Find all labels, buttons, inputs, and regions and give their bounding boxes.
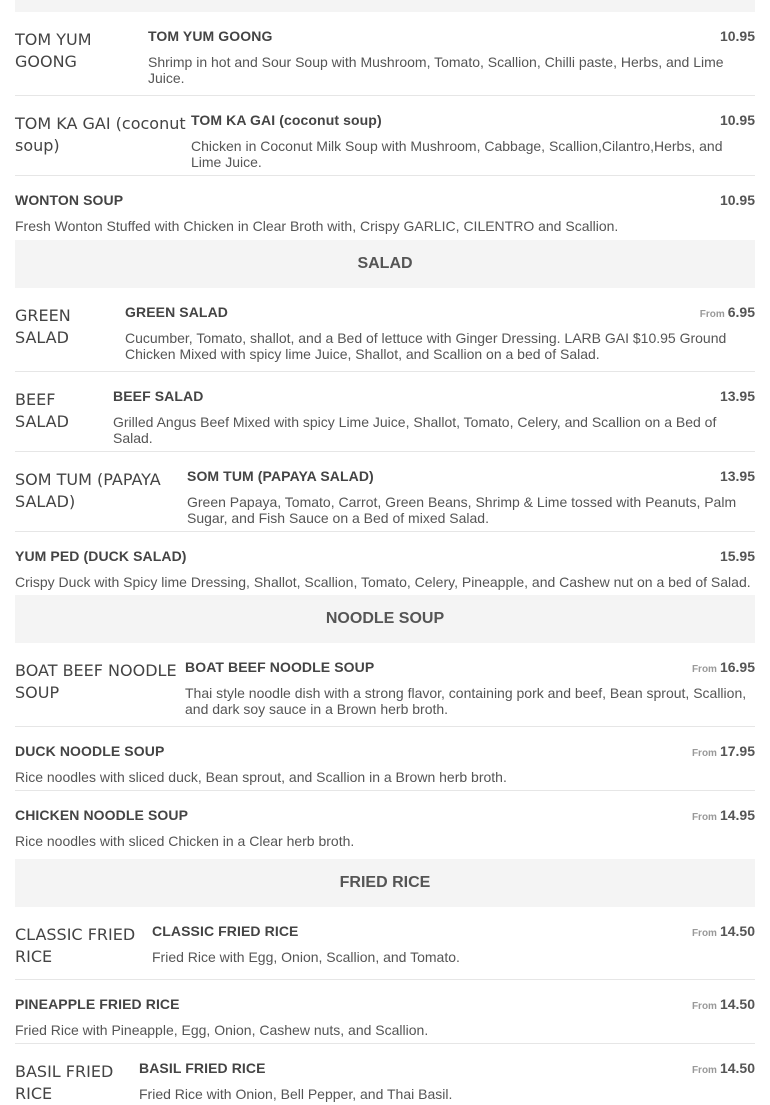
menu-list xyxy=(15,0,755,1103)
menu-item-price xyxy=(717,28,755,47)
price-from-label: From xyxy=(691,748,717,759)
menu-item-description: Green Papaya, Tomato, Carrot, Green Beans, Shrimp & Lime tossed with Peanuts, Palm Sugar, and Fish Sauce on a Bed of mixed Salad. xyxy=(187,494,737,526)
menu-item-description: Crispy Duck with Spicy lime Dressing, Shallot, Scallion, Tomato, Celery, Pineapple, and Cashew nut on a bed of Salad. xyxy=(15,574,751,590)
menu-item-description: Fried Rice with Pineapple, Egg, Onion, Cashew nuts, and Scallion. xyxy=(15,1022,429,1038)
menu-item-description: Thai style noodle dish with a strong flavor, containing pork and beef, Bean sprout, Scallion, and dark soy sauce in a Brown herb broth. xyxy=(185,685,747,717)
menu-item-name[interactable]: TOM YUM GOONG xyxy=(148,28,273,44)
price-value: 14.95 xyxy=(719,807,755,823)
price-value: 13.95 xyxy=(719,388,755,404)
menu-item[interactable] xyxy=(15,176,755,239)
section-title-noodle-soup: NOODLE SOUP xyxy=(15,595,755,643)
price-from-label: From xyxy=(699,309,725,320)
menu-item-price xyxy=(717,192,755,211)
menu-item-price xyxy=(717,388,755,407)
menu-item-name[interactable]: BASIL FRIED RICE xyxy=(139,1060,266,1076)
menu-item-price xyxy=(692,807,755,826)
menu-item-price xyxy=(717,112,755,131)
menu-item-name[interactable]: DUCK NOODLE SOUP xyxy=(15,743,165,759)
section-header-bar xyxy=(15,0,755,12)
menu-item-description: Cucumber, Tomato, shallot, and a Bed of lettuce with Ginger Dressing. LARB GAI $10.95 Ground Chicken Mixed with spicy lime Juice, Shallot, and Scallion on a bed of Salad. xyxy=(125,330,727,362)
menu-item[interactable] xyxy=(15,980,755,1044)
price-value: 6.95 xyxy=(727,304,755,320)
menu-item-image[interactable]: BOAT BEEF NOODLE SOUP xyxy=(15,661,177,702)
menu-item-description: Shrimp in hot and Sour Soup with Mushroom, Tomato, Scallion, Chilli paste, Herbs, and Lime Juice. xyxy=(148,54,724,86)
menu-item-price xyxy=(692,996,755,1015)
menu-item-image[interactable]: SOM TUM (PAPAYA SALAD) xyxy=(15,470,161,511)
menu-item-name[interactable]: WONTON SOUP xyxy=(15,192,124,208)
price-value: 14.50 xyxy=(719,923,755,939)
menu-item-price xyxy=(717,468,755,487)
price-value: 16.95 xyxy=(719,659,755,675)
menu-item-name[interactable]: CLASSIC FRIED RICE xyxy=(152,923,299,939)
menu-item-image[interactable]: BEEF SALAD xyxy=(15,390,69,431)
menu-item[interactable] xyxy=(15,12,755,96)
price-value: 17.95 xyxy=(719,743,755,759)
menu-item-name[interactable]: CHICKEN NOODLE SOUP xyxy=(15,807,189,823)
price-from-label: From xyxy=(691,812,717,823)
menu-item[interactable] xyxy=(15,727,755,791)
menu-item-image[interactable]: BASIL FRIED RICE xyxy=(15,1062,114,1103)
price-value: 10.95 xyxy=(719,192,755,208)
menu-item-price xyxy=(717,548,755,567)
menu-item-description: Fried Rice with Egg, Onion, Scallion, and Tomato. xyxy=(152,949,460,965)
price-from-label: From xyxy=(691,1001,717,1012)
menu-item[interactable] xyxy=(15,452,755,532)
menu-item-name[interactable]: TOM KA GAI (coconut soup) xyxy=(191,112,382,128)
menu-item[interactable] xyxy=(15,532,755,594)
price-from-label: From xyxy=(691,1065,717,1076)
menu-item-image[interactable]: TOM YUM GOONG xyxy=(15,30,92,71)
menu-item-image[interactable]: CLASSIC FRIED RICE xyxy=(15,925,136,966)
menu-item-name[interactable]: BOAT BEEF NOODLE SOUP xyxy=(185,659,375,675)
price-value: 13.95 xyxy=(719,468,755,484)
menu-item-name[interactable]: YUM PED (DUCK SALAD) xyxy=(15,548,187,564)
menu-item-price xyxy=(692,743,755,762)
menu-item[interactable] xyxy=(15,96,755,176)
menu-item-price xyxy=(692,923,755,942)
menu-item-description: Fried Rice with Onion, Bell Pepper, and Thai Basil. xyxy=(139,1086,453,1102)
menu-item[interactable] xyxy=(15,643,755,727)
menu-item-description: Chicken in Coconut Milk Soup with Mushroom, Cabbage, Scallion,Cilantro,Herbs, and Lime Juice. xyxy=(191,138,723,170)
menu-item-price xyxy=(692,659,755,678)
menu-item[interactable] xyxy=(15,1044,755,1103)
menu-item[interactable] xyxy=(15,791,755,858)
menu-item-image[interactable]: GREEN SALAD xyxy=(15,306,71,347)
menu-item-name[interactable]: SOM TUM (PAPAYA SALAD) xyxy=(187,468,374,484)
menu-item-name[interactable]: GREEN SALAD xyxy=(125,304,228,320)
menu-item-description: Grilled Angus Beef Mixed with spicy Lime Juice, Shallot, Tomato, Celery, and Scallion on a Bed of Salad. xyxy=(113,414,717,446)
menu-item-name[interactable]: BEEF SALAD xyxy=(113,388,204,404)
menu-item[interactable] xyxy=(15,372,755,452)
price-value: 14.50 xyxy=(719,996,755,1012)
price-from-label: From xyxy=(691,928,717,939)
price-value: 14.50 xyxy=(719,1060,755,1076)
menu-item-description: Rice noodles with sliced duck, Bean sprout, and Scallion in a Brown herb broth. xyxy=(15,769,507,785)
menu-item-price xyxy=(692,1060,755,1079)
menu-item-image[interactable]: TOM KA GAI (coconut soup) xyxy=(15,114,186,155)
menu-item[interactable] xyxy=(15,288,755,372)
menu-item-description: Rice noodles with sliced Chicken in a Clear herb broth. xyxy=(15,833,355,849)
price-value: 10.95 xyxy=(719,112,755,128)
price-from-label: From xyxy=(691,664,717,675)
price-value: 15.95 xyxy=(719,548,755,564)
section-title-salad: SALAD xyxy=(15,240,755,288)
price-value: 10.95 xyxy=(719,28,755,44)
menu-item-description: Fresh Wonton Stuffed with Chicken in Clear Broth with, Crispy GARLIC, CILENTRO and Scallion. xyxy=(15,218,619,234)
menu-item-name[interactable]: PINEAPPLE FRIED RICE xyxy=(15,996,180,1012)
menu-item[interactable] xyxy=(15,907,755,980)
section-title-fried-rice: FRIED RICE xyxy=(15,859,755,907)
menu-item-price xyxy=(700,304,755,323)
